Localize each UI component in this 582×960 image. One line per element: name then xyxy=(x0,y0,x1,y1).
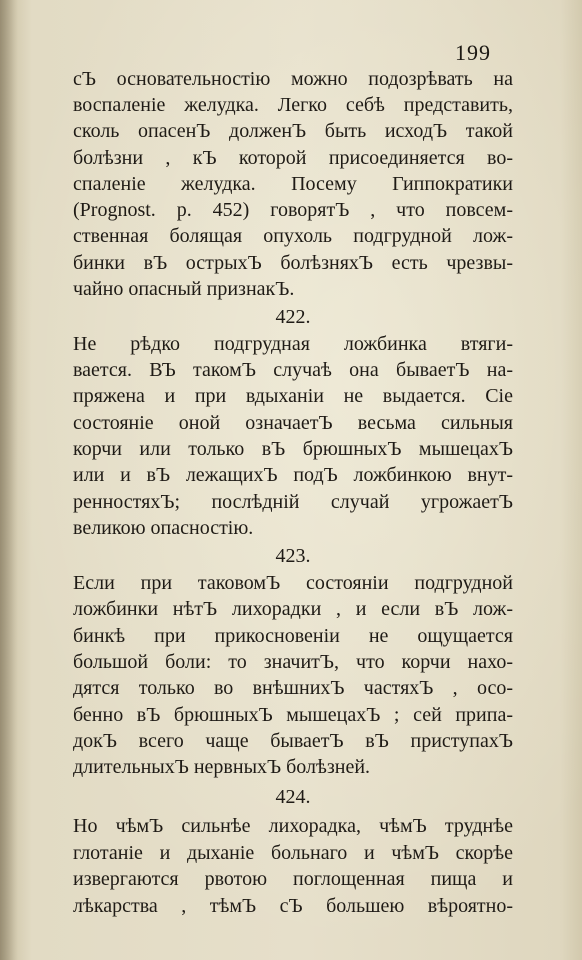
text-line: Не рѣдко подгрудная ложбинка втяги- xyxy=(73,333,513,355)
text-line: ложбинки нѣтЪ лихорадки , и если вЪ лож- xyxy=(73,598,513,620)
text-line: дятся только во внѣшнихЪ частяхЪ , осо- xyxy=(73,677,513,699)
text-line: вается. ВЪ такомЪ случаѣ она бываетЪ на- xyxy=(73,359,513,381)
section-number: 423. xyxy=(275,545,311,567)
text-line: бенно вЪ брюшныхЪ мышецахЪ ; сей припа- xyxy=(73,704,513,726)
page-number: 199 xyxy=(455,40,491,65)
text-line: пряжена и при вдыханіи не выдается. Сіе xyxy=(73,385,513,407)
text-line: сколь опасенЪ долженЪ быть исходЪ такой xyxy=(73,120,513,142)
text-line: воспаленіе желудка. Легко себѣ представить, xyxy=(73,94,513,116)
binding-shadow xyxy=(0,0,18,960)
text-line: великою опасностію. xyxy=(73,517,254,539)
text-line: или и вЪ лежащихЪ подЪ ложбинкою внут- xyxy=(73,464,513,486)
text-line: лѣкарства , тѣмЪ сЪ большею вѣроятно- xyxy=(73,895,513,917)
text-line: сЪ основательностію можно подозрѣвать на xyxy=(73,68,513,90)
text-line: извергаются рвотою поглощенная пища и xyxy=(73,868,513,890)
text-line: бинки вЪ острыхЪ болѣзняхЪ есть чрезвы- xyxy=(73,252,513,274)
text-line: Но чѣмЪ сильнѣе лихорадка, чѣмЪ труднѣе xyxy=(73,815,513,837)
text-line: глотаніе и дыханіе больнаго и чѣмЪ скорѣе xyxy=(73,842,513,864)
text-line: длительныхЪ нервныхЪ болѣзней. xyxy=(73,756,371,778)
text-line: докЪ всего чаще бываетЪ вЪ приступахЪ xyxy=(73,730,513,752)
text-line: Если при таковомЪ состояніи подгрудной xyxy=(73,572,513,594)
section-number: 422. xyxy=(275,306,311,328)
text-line: ственная болящая опухоль подгрудной лож- xyxy=(73,225,513,247)
text-line: ренностяхЪ; послѣдній случай угрожаетЪ xyxy=(73,491,513,513)
text-line: болѣзни , кЪ которой присоединяется во- xyxy=(73,147,513,169)
text-line: (Prognost. p. 452) говорятЪ , что повсем- xyxy=(73,199,513,221)
text-line: спаленіе желудка. Посему Гиппократики xyxy=(73,173,513,195)
text-line: корчи или только вЪ брюшныхЪ мышецахЪ xyxy=(73,438,513,460)
text-line: бинкѣ при прикосновеніи не ощущается xyxy=(73,625,513,647)
section-number: 424. xyxy=(275,786,311,808)
text-line: чайно опасный признакЪ. xyxy=(73,278,295,300)
text-line: состояніе оной означаетЪ весьма сильныя xyxy=(73,412,513,434)
text-line: большой боли: то значитЪ, что корчи нахо- xyxy=(73,651,513,673)
